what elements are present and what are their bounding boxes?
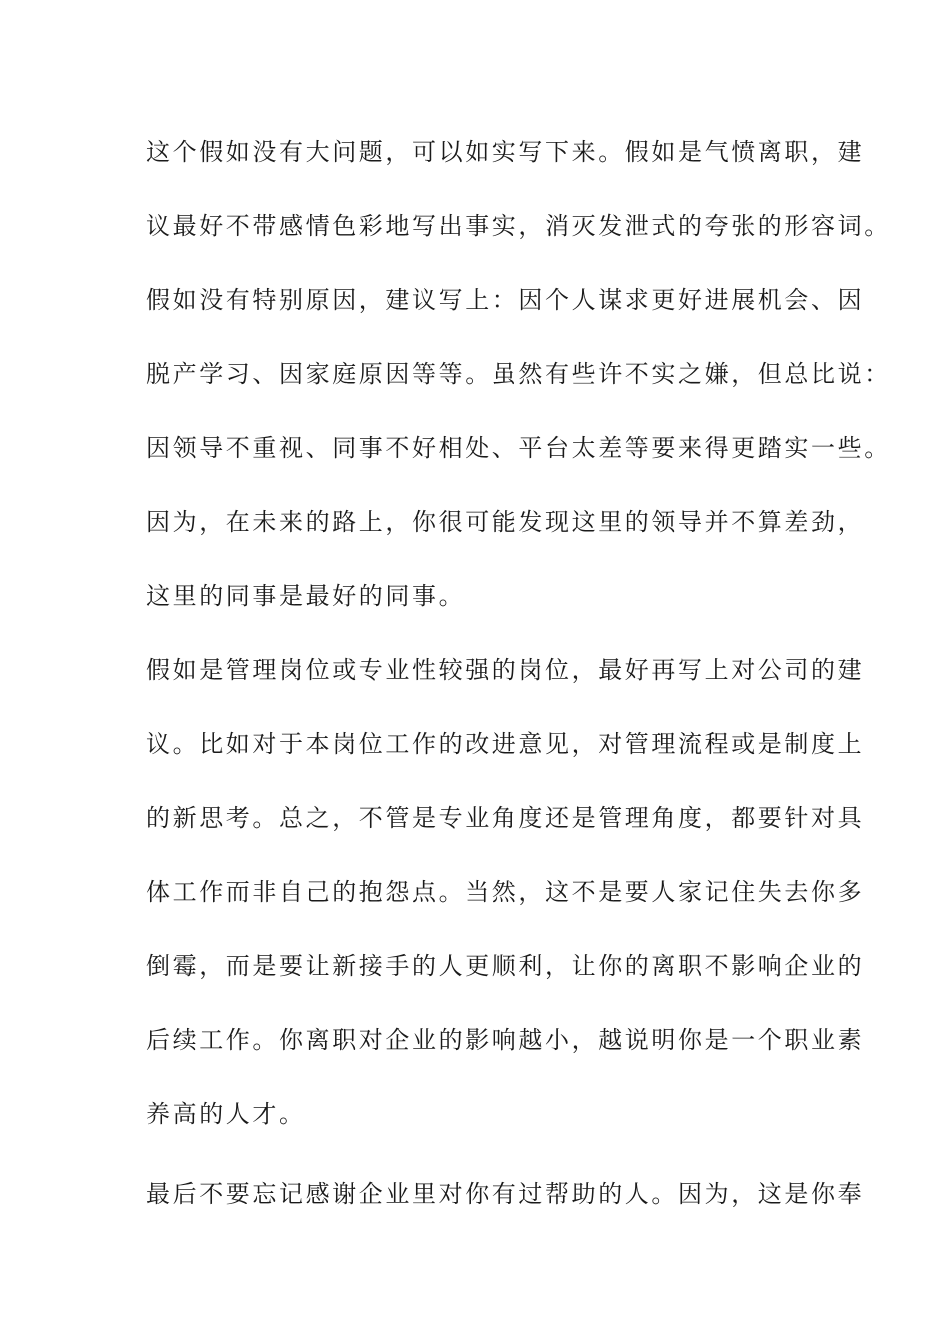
paragraph-line: 体工作而非自己的抱怨点。当然，这不是要人家记住失去你多 [146, 878, 865, 906]
paragraph-line: 最后不要忘记感谢企业里对你有过帮助的人。因为，这是你奉 [146, 1180, 865, 1208]
paragraph-line: 因领导不重视、同事不好相处、平台太差等要来得更踏实一些。 [146, 434, 891, 462]
paragraph-line: 假如没有特别原因，建议写上：因个人谋求更好进展机会、因 [146, 286, 865, 314]
paragraph-line: 假如是管理岗位或专业性较强的岗位，最好再写上对公司的建 [146, 656, 865, 684]
paragraph-line: 议最好不带感情色彩地写出事实，消灭发泄式的夸张的形容词。 [146, 212, 891, 240]
paragraph-line: 这个假如没有大问题，可以如实写下来。假如是气愤离职，建 [146, 138, 865, 166]
paragraph-line: 议。比如对于本岗位工作的改进意见，对管理流程或是制度上 [146, 730, 865, 758]
paragraph-line: 这里的同事是最好的同事。 [146, 582, 466, 610]
paragraph-line: 脱产学习、因家庭原因等等。虽然有些许不实之嫌，但总比说： [146, 360, 891, 388]
paragraph-line: 后续工作。你离职对企业的影响越小，越说明你是一个职业素 [146, 1026, 865, 1054]
paragraph-line: 倒霉，而是要让新接手的人更顺利，让你的离职不影响企业的 [146, 952, 865, 980]
paragraph-line: 因为，在未来的路上，你很可能发现这里的领导并不算差劲， [146, 508, 865, 536]
paragraph-line: 养高的人才。 [146, 1100, 306, 1128]
paragraph-line: 的新思考。总之，不管是专业角度还是管理角度，都要针对具 [146, 804, 865, 832]
